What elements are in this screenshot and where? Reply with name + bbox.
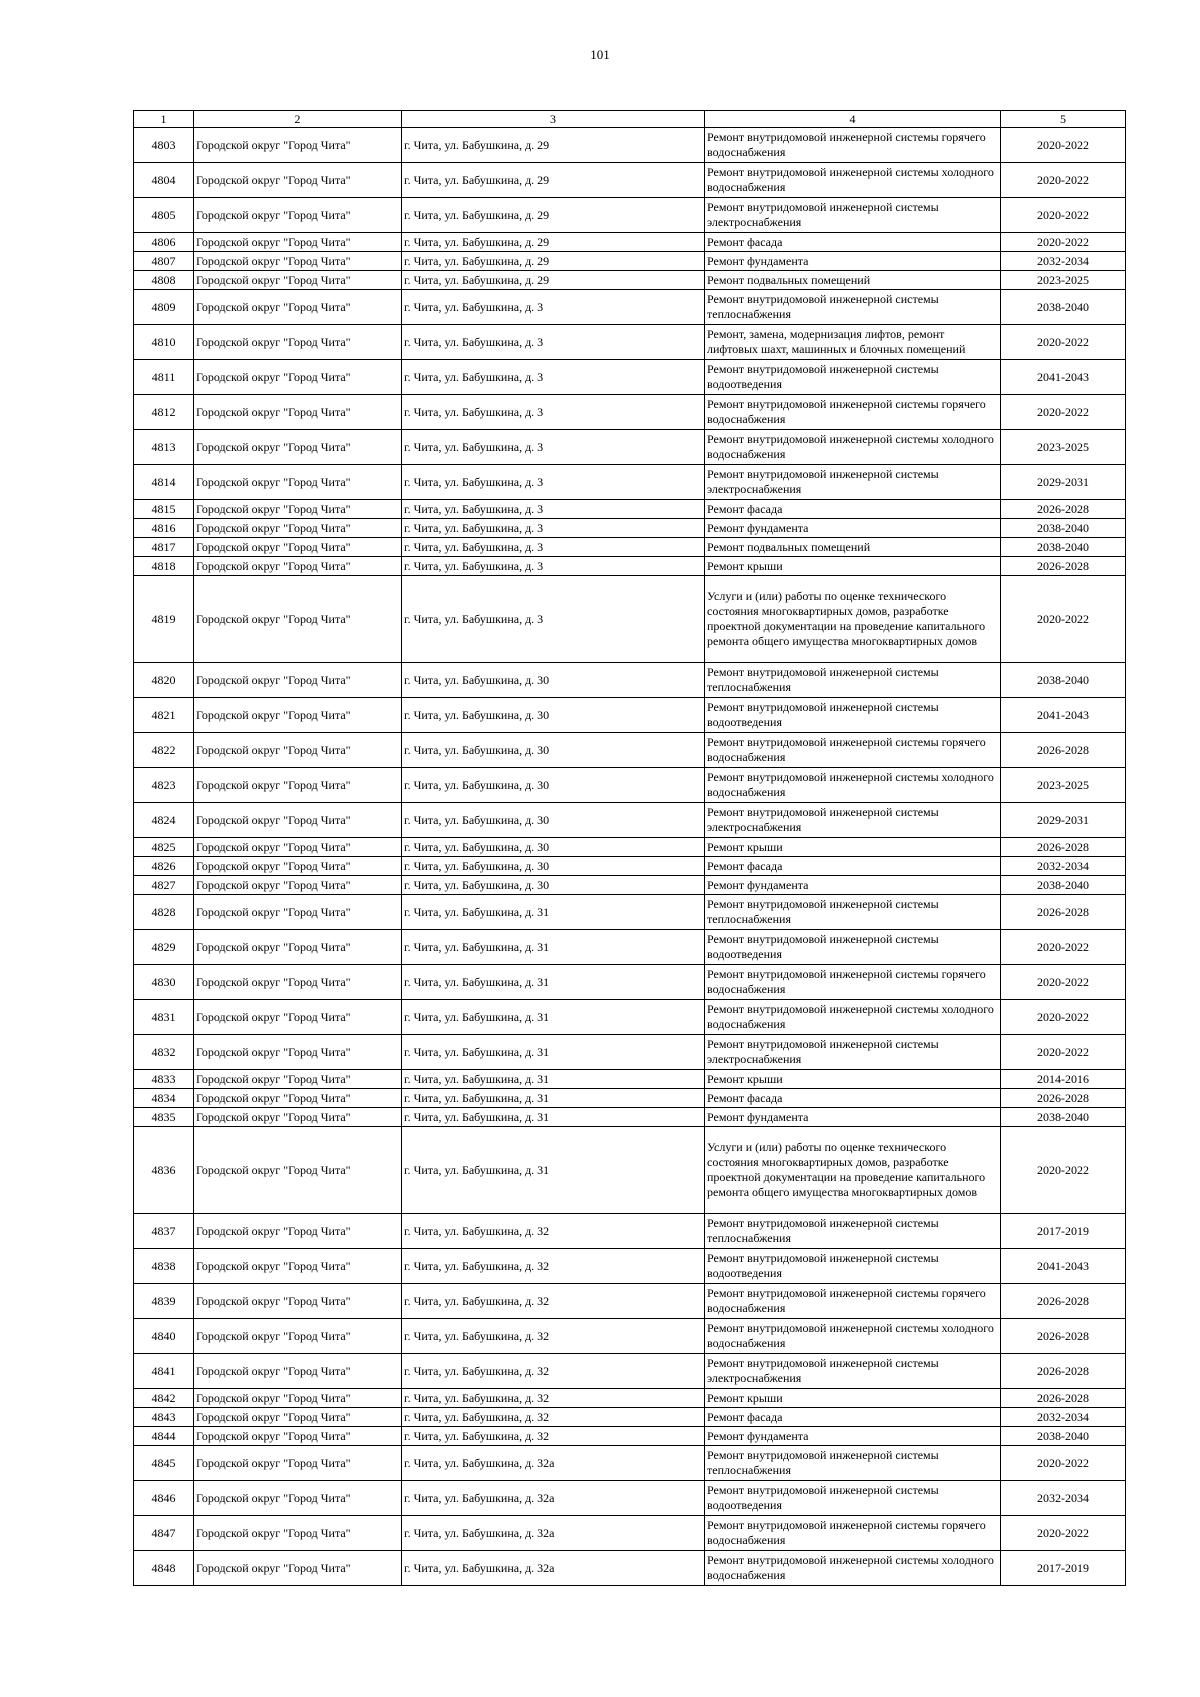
work-type-cell: Ремонт фундамента bbox=[705, 876, 1001, 895]
work-type-cell: Ремонт фасада bbox=[705, 857, 1001, 876]
address-cell: г. Чита, ул. Бабушкина, д. 32 bbox=[402, 1427, 705, 1446]
municipality-cell: Городской округ "Город Чита" bbox=[194, 252, 402, 271]
work-type-cell: Ремонт внутридомовой инженерной системы электроснабжения bbox=[705, 1035, 1001, 1070]
period-cell: 2020-2022 bbox=[1001, 163, 1126, 198]
table-body bbox=[134, 128, 1126, 1586]
period-cell: 2041-2043 bbox=[1001, 698, 1126, 733]
address-cell: г. Чита, ул. Бабушкина, д. 32 bbox=[402, 1214, 705, 1249]
period-cell: 2026-2028 bbox=[1001, 1089, 1126, 1108]
municipality-cell: Городской округ "Город Чита" bbox=[194, 430, 402, 465]
row-number-cell: 4847 bbox=[134, 1516, 194, 1551]
municipality-cell: Городской округ "Город Чита" bbox=[194, 768, 402, 803]
address-cell: г. Чита, ул. Бабушкина, д. 30 bbox=[402, 663, 705, 698]
municipality-cell: Городской округ "Город Чита" bbox=[194, 519, 402, 538]
period-cell: 2032-2034 bbox=[1001, 252, 1126, 271]
period-cell: 2026-2028 bbox=[1001, 1319, 1126, 1354]
municipality-cell: Городской округ "Город Чита" bbox=[194, 1354, 402, 1389]
work-type-cell: Ремонт внутридомовой инженерной системы водоотведения bbox=[705, 698, 1001, 733]
work-type-cell: Ремонт внутридомовой инженерной системы электроснабжения bbox=[705, 1354, 1001, 1389]
work-type-cell: Ремонт внутридомовой инженерной системы холодного водоснабжения bbox=[705, 430, 1001, 465]
row-number-cell: 4816 bbox=[134, 519, 194, 538]
row-number-cell: 4819 bbox=[134, 576, 194, 663]
row-number-cell: 4822 bbox=[134, 733, 194, 768]
row-number-cell: 4820 bbox=[134, 663, 194, 698]
address-cell: г. Чита, ул. Бабушкина, д. 3 bbox=[402, 395, 705, 430]
address-cell: г. Чита, ул. Бабушкина, д. 32 bbox=[402, 1319, 705, 1354]
row-number-cell: 4803 bbox=[134, 128, 194, 163]
period-cell: 2026-2028 bbox=[1001, 895, 1126, 930]
period-cell: 2020-2022 bbox=[1001, 233, 1126, 252]
municipality-cell: Городской округ "Город Чита" bbox=[194, 857, 402, 876]
table-row bbox=[134, 557, 1126, 576]
table-row bbox=[134, 1354, 1126, 1389]
municipality-cell: Городской округ "Город Чита" bbox=[194, 1127, 402, 1214]
work-type-cell: Ремонт фундамента bbox=[705, 1108, 1001, 1127]
row-number-cell: 4813 bbox=[134, 430, 194, 465]
municipality-cell: Городской округ "Город Чита" bbox=[194, 557, 402, 576]
municipality-cell: Городской округ "Город Чита" bbox=[194, 663, 402, 698]
address-cell: г. Чита, ул. Бабушкина, д. 3 bbox=[402, 557, 705, 576]
municipality-cell: Городской округ "Город Чита" bbox=[194, 538, 402, 557]
period-cell: 2032-2034 bbox=[1001, 1481, 1126, 1516]
row-number-cell: 4838 bbox=[134, 1249, 194, 1284]
row-number-cell: 4839 bbox=[134, 1284, 194, 1319]
row-number-cell: 4806 bbox=[134, 233, 194, 252]
table-row bbox=[134, 538, 1126, 557]
municipality-cell: Городской округ "Город Чита" bbox=[194, 965, 402, 1000]
work-type-cell: Ремонт фундамента bbox=[705, 252, 1001, 271]
row-number-cell: 4835 bbox=[134, 1108, 194, 1127]
municipality-cell: Городской округ "Город Чита" bbox=[194, 803, 402, 838]
municipality-cell: Городской округ "Город Чита" bbox=[194, 1108, 402, 1127]
work-type-cell: Ремонт внутридомовой инженерной системы водоотведения bbox=[705, 360, 1001, 395]
table-row bbox=[134, 1516, 1126, 1551]
column-header-municipality: 2 bbox=[194, 111, 402, 128]
address-cell: г. Чита, ул. Бабушкина, д. 3 bbox=[402, 576, 705, 663]
address-cell: г. Чита, ул. Бабушкина, д. 31 bbox=[402, 1070, 705, 1089]
period-cell: 2032-2034 bbox=[1001, 1408, 1126, 1427]
table-row bbox=[134, 290, 1126, 325]
work-type-cell: Ремонт внутридомовой инженерной системы холодного водоснабжения bbox=[705, 1551, 1001, 1586]
row-number-cell: 4808 bbox=[134, 271, 194, 290]
address-cell: г. Чита, ул. Бабушкина, д. 31 bbox=[402, 1127, 705, 1214]
address-cell: г. Чита, ул. Бабушкина, д. 32 bbox=[402, 1354, 705, 1389]
municipality-cell: Городской округ "Город Чита" bbox=[194, 465, 402, 500]
address-cell: г. Чита, ул. Бабушкина, д. 29 bbox=[402, 128, 705, 163]
municipality-cell: Городской округ "Город Чита" bbox=[194, 325, 402, 360]
work-type-cell: Ремонт внутридомовой инженерной системы электроснабжения bbox=[705, 803, 1001, 838]
period-cell: 2020-2022 bbox=[1001, 1446, 1126, 1481]
municipality-cell: Городской округ "Город Чита" bbox=[194, 163, 402, 198]
work-type-cell: Ремонт внутридомовой инженерной системы холодного водоснабжения bbox=[705, 163, 1001, 198]
work-type-cell: Ремонт внутридомовой инженерной системы электроснабжения bbox=[705, 198, 1001, 233]
row-number-cell: 4814 bbox=[134, 465, 194, 500]
table-row bbox=[134, 1089, 1126, 1108]
table-row bbox=[134, 325, 1126, 360]
address-cell: г. Чита, ул. Бабушкина, д. 3 bbox=[402, 465, 705, 500]
municipality-cell: Городской округ "Город Чита" bbox=[194, 838, 402, 857]
work-type-cell: Ремонт внутридомовой инженерной системы холодного водоснабжения bbox=[705, 768, 1001, 803]
address-cell: г. Чита, ул. Бабушкина, д. 3 bbox=[402, 360, 705, 395]
municipality-cell: Городской округ "Город Чита" bbox=[194, 1481, 402, 1516]
row-number-cell: 4834 bbox=[134, 1089, 194, 1108]
work-type-cell: Ремонт внутридомовой инженерной системы водоотведения bbox=[705, 930, 1001, 965]
column-header-work: 4 bbox=[705, 111, 1001, 128]
period-cell: 2020-2022 bbox=[1001, 198, 1126, 233]
row-number-cell: 4812 bbox=[134, 395, 194, 430]
work-type-cell: Ремонт внутридомовой инженерной системы теплоснабжения bbox=[705, 1214, 1001, 1249]
municipality-cell: Городской округ "Город Чита" bbox=[194, 698, 402, 733]
row-number-cell: 4830 bbox=[134, 965, 194, 1000]
address-cell: г. Чита, ул. Бабушкина, д. 3 bbox=[402, 290, 705, 325]
row-number-cell: 4844 bbox=[134, 1427, 194, 1446]
address-cell: г. Чита, ул. Бабушкина, д. 3 bbox=[402, 500, 705, 519]
work-type-cell: Ремонт фасада bbox=[705, 233, 1001, 252]
period-cell: 2038-2040 bbox=[1001, 1108, 1126, 1127]
work-type-cell: Ремонт внутридомовой инженерной системы холодного водоснабжения bbox=[705, 1319, 1001, 1354]
period-cell: 2017-2019 bbox=[1001, 1214, 1126, 1249]
address-cell: г. Чита, ул. Бабушкина, д. 32а bbox=[402, 1516, 705, 1551]
table-row bbox=[134, 430, 1126, 465]
address-cell: г. Чита, ул. Бабушкина, д. 3 bbox=[402, 538, 705, 557]
work-type-cell: Услуги и (или) работы по оценке технического состояния многоквартирных домов, разработке проектной документации на проведение капитального ремонта общего имущества многоквартирных домов bbox=[705, 1127, 1001, 1214]
period-cell: 2020-2022 bbox=[1001, 1516, 1126, 1551]
table-row bbox=[134, 233, 1126, 252]
table-row bbox=[134, 519, 1126, 538]
table-row bbox=[134, 1481, 1126, 1516]
period-cell: 2020-2022 bbox=[1001, 576, 1126, 663]
work-type-cell: Ремонт фасада bbox=[705, 1408, 1001, 1427]
period-cell: 2026-2028 bbox=[1001, 500, 1126, 519]
municipality-cell: Городской округ "Город Чита" bbox=[194, 876, 402, 895]
table-row bbox=[134, 768, 1126, 803]
row-number-cell: 4815 bbox=[134, 500, 194, 519]
period-cell: 2020-2022 bbox=[1001, 128, 1126, 163]
period-cell: 2020-2022 bbox=[1001, 965, 1126, 1000]
period-cell: 2023-2025 bbox=[1001, 430, 1126, 465]
column-header-number: 1 bbox=[134, 111, 194, 128]
row-number-cell: 4823 bbox=[134, 768, 194, 803]
row-number-cell: 4829 bbox=[134, 930, 194, 965]
address-cell: г. Чита, ул. Бабушкина, д. 32а bbox=[402, 1481, 705, 1516]
row-number-cell: 4848 bbox=[134, 1551, 194, 1586]
table-row bbox=[134, 1551, 1126, 1586]
period-cell: 2038-2040 bbox=[1001, 876, 1126, 895]
period-cell: 2023-2025 bbox=[1001, 768, 1126, 803]
row-number-cell: 4846 bbox=[134, 1481, 194, 1516]
period-cell: 2029-2031 bbox=[1001, 803, 1126, 838]
municipality-cell: Городской округ "Город Чита" bbox=[194, 1427, 402, 1446]
municipality-cell: Городской округ "Город Чита" bbox=[194, 1089, 402, 1108]
table-row bbox=[134, 1427, 1126, 1446]
address-cell: г. Чита, ул. Бабушкина, д. 29 bbox=[402, 233, 705, 252]
address-cell: г. Чита, ул. Бабушкина, д. 31 bbox=[402, 1000, 705, 1035]
municipality-cell: Городской округ "Город Чита" bbox=[194, 1035, 402, 1070]
address-cell: г. Чита, ул. Бабушкина, д. 29 bbox=[402, 163, 705, 198]
period-cell: 2038-2040 bbox=[1001, 663, 1126, 698]
table-row bbox=[134, 1319, 1126, 1354]
work-type-cell: Ремонт внутридомовой инженерной системы теплоснабжения bbox=[705, 1446, 1001, 1481]
municipality-cell: Городской округ "Город Чита" bbox=[194, 1284, 402, 1319]
municipality-cell: Городской округ "Город Чита" bbox=[194, 271, 402, 290]
period-cell: 2038-2040 bbox=[1001, 538, 1126, 557]
period-cell: 2020-2022 bbox=[1001, 930, 1126, 965]
municipality-cell: Городской округ "Город Чита" bbox=[194, 576, 402, 663]
municipality-cell: Городской округ "Город Чита" bbox=[194, 360, 402, 395]
work-type-cell: Услуги и (или) работы по оценке технического состояния многоквартирных домов, разработке проектной документации на проведение капитального ремонта общего имущества многоквартирных домов bbox=[705, 576, 1001, 663]
table-row bbox=[134, 576, 1126, 663]
page-number: 101 bbox=[590, 47, 610, 62]
address-cell: г. Чита, ул. Бабушкина, д. 32 bbox=[402, 1389, 705, 1408]
row-number-cell: 4821 bbox=[134, 698, 194, 733]
period-cell: 2026-2028 bbox=[1001, 1389, 1126, 1408]
table-row bbox=[134, 803, 1126, 838]
work-type-cell: Ремонт внутридомовой инженерной системы электроснабжения bbox=[705, 465, 1001, 500]
period-cell: 2038-2040 bbox=[1001, 1427, 1126, 1446]
period-cell: 2041-2043 bbox=[1001, 360, 1126, 395]
row-number-cell: 4845 bbox=[134, 1446, 194, 1481]
period-cell: 2041-2043 bbox=[1001, 1249, 1126, 1284]
period-cell: 2026-2028 bbox=[1001, 838, 1126, 857]
row-number-cell: 4818 bbox=[134, 557, 194, 576]
address-cell: г. Чита, ул. Бабушкина, д. 30 bbox=[402, 733, 705, 768]
municipality-cell: Городской округ "Город Чита" bbox=[194, 1249, 402, 1284]
municipality-cell: Городской округ "Город Чита" bbox=[194, 1408, 402, 1427]
work-type-cell: Ремонт, замена, модернизация лифтов, ремонт лифтовых шахт, машинных и блочных помещений bbox=[705, 325, 1001, 360]
period-cell: 2017-2019 bbox=[1001, 1551, 1126, 1586]
table-row bbox=[134, 1070, 1126, 1089]
address-cell: г. Чита, ул. Бабушкина, д. 32а bbox=[402, 1446, 705, 1481]
table-row bbox=[134, 1284, 1126, 1319]
period-cell: 2029-2031 bbox=[1001, 465, 1126, 500]
row-number-cell: 4811 bbox=[134, 360, 194, 395]
municipality-cell: Городской округ "Город Чита" bbox=[194, 733, 402, 768]
work-type-cell: Ремонт внутридомовой инженерной системы теплоснабжения bbox=[705, 290, 1001, 325]
row-number-cell: 4809 bbox=[134, 290, 194, 325]
period-cell: 2020-2022 bbox=[1001, 395, 1126, 430]
work-type-cell: Ремонт внутридомовой инженерной системы горячего водоснабжения bbox=[705, 965, 1001, 1000]
work-type-cell: Ремонт подвальных помещений bbox=[705, 538, 1001, 557]
address-cell: г. Чита, ул. Бабушкина, д. 29 bbox=[402, 271, 705, 290]
address-cell: г. Чита, ул. Бабушкина, д. 32 bbox=[402, 1249, 705, 1284]
column-header-period: 5 bbox=[1001, 111, 1126, 128]
row-number-cell: 4833 bbox=[134, 1070, 194, 1089]
work-type-cell: Ремонт внутридомовой инженерной системы теплоснабжения bbox=[705, 663, 1001, 698]
work-type-cell: Ремонт фундамента bbox=[705, 1427, 1001, 1446]
work-type-cell: Ремонт внутридомовой инженерной системы теплоснабжения bbox=[705, 895, 1001, 930]
address-cell: г. Чита, ул. Бабушкина, д. 31 bbox=[402, 1089, 705, 1108]
table-row bbox=[134, 198, 1126, 233]
row-number-cell: 4842 bbox=[134, 1389, 194, 1408]
address-cell: г. Чита, ул. Бабушкина, д. 32 bbox=[402, 1408, 705, 1427]
address-cell: г. Чита, ул. Бабушкина, д. 31 bbox=[402, 1035, 705, 1070]
address-cell: г. Чита, ул. Бабушкина, д. 3 bbox=[402, 325, 705, 360]
municipality-cell: Городской округ "Город Чита" bbox=[194, 290, 402, 325]
table-row bbox=[134, 1108, 1126, 1127]
period-cell: 2023-2025 bbox=[1001, 271, 1126, 290]
row-number-cell: 4827 bbox=[134, 876, 194, 895]
municipality-cell: Городской округ "Город Чита" bbox=[194, 1389, 402, 1408]
work-type-cell: Ремонт крыши bbox=[705, 557, 1001, 576]
table-row bbox=[134, 930, 1126, 965]
table-row bbox=[134, 1249, 1126, 1284]
table-row bbox=[134, 663, 1126, 698]
column-header-address: 3 bbox=[402, 111, 705, 128]
work-type-cell: Ремонт крыши bbox=[705, 1070, 1001, 1089]
municipality-cell: Городской округ "Город Чита" bbox=[194, 1446, 402, 1481]
table-row bbox=[134, 1408, 1126, 1427]
work-type-cell: Ремонт внутридомовой инженерной системы горячего водоснабжения bbox=[705, 128, 1001, 163]
work-type-cell: Ремонт внутридомовой инженерной системы горячего водоснабжения bbox=[705, 733, 1001, 768]
period-cell: 2020-2022 bbox=[1001, 1127, 1126, 1214]
address-cell: г. Чита, ул. Бабушкина, д. 29 bbox=[402, 252, 705, 271]
table-row bbox=[134, 163, 1126, 198]
row-number-cell: 4807 bbox=[134, 252, 194, 271]
table-row bbox=[134, 895, 1126, 930]
row-number-cell: 4826 bbox=[134, 857, 194, 876]
table-header-row bbox=[134, 111, 1126, 128]
municipality-cell: Городской округ "Город Чита" bbox=[194, 1551, 402, 1586]
table-row bbox=[134, 395, 1126, 430]
work-type-cell: Ремонт внутридомовой инженерной системы водоотведения bbox=[705, 1249, 1001, 1284]
work-type-cell: Ремонт внутридомовой инженерной системы холодного водоснабжения bbox=[705, 1000, 1001, 1035]
repair-schedule-table bbox=[133, 110, 1126, 1586]
period-cell: 2032-2034 bbox=[1001, 857, 1126, 876]
municipality-cell: Городской округ "Город Чита" bbox=[194, 395, 402, 430]
address-cell: г. Чита, ул. Бабушкина, д. 32 bbox=[402, 1284, 705, 1319]
table-row bbox=[134, 1389, 1126, 1408]
work-type-cell: Ремонт крыши bbox=[705, 1389, 1001, 1408]
municipality-cell: Городской округ "Город Чита" bbox=[194, 930, 402, 965]
work-type-cell: Ремонт внутридомовой инженерной системы горячего водоснабжения bbox=[705, 1516, 1001, 1551]
table-row bbox=[134, 1000, 1126, 1035]
work-type-cell: Ремонт крыши bbox=[705, 838, 1001, 857]
address-cell: г. Чита, ул. Бабушкина, д. 30 bbox=[402, 768, 705, 803]
address-cell: г. Чита, ул. Бабушкина, д. 30 bbox=[402, 838, 705, 857]
work-type-cell: Ремонт фасада bbox=[705, 1089, 1001, 1108]
table-row bbox=[134, 1127, 1126, 1214]
period-cell: 2020-2022 bbox=[1001, 1000, 1126, 1035]
table-row bbox=[134, 500, 1126, 519]
table-row bbox=[134, 1446, 1126, 1481]
row-number-cell: 4804 bbox=[134, 163, 194, 198]
address-cell: г. Чита, ул. Бабушкина, д. 29 bbox=[402, 198, 705, 233]
row-number-cell: 4825 bbox=[134, 838, 194, 857]
work-type-cell: Ремонт фасада bbox=[705, 500, 1001, 519]
work-type-cell: Ремонт подвальных помещений bbox=[705, 271, 1001, 290]
municipality-cell: Городской округ "Город Чита" bbox=[194, 233, 402, 252]
row-number-cell: 4841 bbox=[134, 1354, 194, 1389]
period-cell: 2038-2040 bbox=[1001, 519, 1126, 538]
address-cell: г. Чита, ул. Бабушкина, д. 30 bbox=[402, 876, 705, 895]
table-row bbox=[134, 360, 1126, 395]
table-row bbox=[134, 252, 1126, 271]
row-number-cell: 4832 bbox=[134, 1035, 194, 1070]
table-row bbox=[134, 733, 1126, 768]
municipality-cell: Городской округ "Город Чита" bbox=[194, 1214, 402, 1249]
period-cell: 2038-2040 bbox=[1001, 290, 1126, 325]
address-cell: г. Чита, ул. Бабушкина, д. 31 bbox=[402, 1108, 705, 1127]
table-row bbox=[134, 1214, 1126, 1249]
work-type-cell: Ремонт внутридомовой инженерной системы горячего водоснабжения bbox=[705, 395, 1001, 430]
address-cell: г. Чита, ул. Бабушкина, д. 31 bbox=[402, 965, 705, 1000]
row-number-cell: 4810 bbox=[134, 325, 194, 360]
row-number-cell: 4840 bbox=[134, 1319, 194, 1354]
row-number-cell: 4824 bbox=[134, 803, 194, 838]
address-cell: г. Чита, ул. Бабушкина, д. 31 bbox=[402, 895, 705, 930]
work-type-cell: Ремонт внутридомовой инженерной системы горячего водоснабжения bbox=[705, 1284, 1001, 1319]
period-cell: 2026-2028 bbox=[1001, 733, 1126, 768]
table-row bbox=[134, 271, 1126, 290]
table-row bbox=[134, 965, 1126, 1000]
table-row bbox=[134, 1035, 1126, 1070]
table-row bbox=[134, 698, 1126, 733]
municipality-cell: Городской округ "Город Чита" bbox=[194, 500, 402, 519]
address-cell: г. Чита, ул. Бабушкина, д. 3 bbox=[402, 430, 705, 465]
period-cell: 2026-2028 bbox=[1001, 1354, 1126, 1389]
row-number-cell: 4836 bbox=[134, 1127, 194, 1214]
row-number-cell: 4817 bbox=[134, 538, 194, 557]
address-cell: г. Чита, ул. Бабушкина, д. 32а bbox=[402, 1551, 705, 1586]
municipality-cell: Городской округ "Город Чита" bbox=[194, 1000, 402, 1035]
address-cell: г. Чита, ул. Бабушкина, д. 3 bbox=[402, 519, 705, 538]
table-row bbox=[134, 876, 1126, 895]
municipality-cell: Городской округ "Город Чита" bbox=[194, 1516, 402, 1551]
row-number-cell: 4828 bbox=[134, 895, 194, 930]
period-cell: 2026-2028 bbox=[1001, 557, 1126, 576]
table-row bbox=[134, 128, 1126, 163]
period-cell: 2026-2028 bbox=[1001, 1284, 1126, 1319]
municipality-cell: Городской округ "Город Чита" bbox=[194, 198, 402, 233]
address-cell: г. Чита, ул. Бабушкина, д. 30 bbox=[402, 857, 705, 876]
table-row bbox=[134, 465, 1126, 500]
table-row bbox=[134, 838, 1126, 857]
work-type-cell: Ремонт фундамента bbox=[705, 519, 1001, 538]
work-type-cell: Ремонт внутридомовой инженерной системы водоотведения bbox=[705, 1481, 1001, 1516]
address-cell: г. Чита, ул. Бабушкина, д. 30 bbox=[402, 803, 705, 838]
municipality-cell: Городской округ "Город Чита" bbox=[194, 895, 402, 930]
municipality-cell: Городской округ "Город Чита" bbox=[194, 1319, 402, 1354]
row-number-cell: 4843 bbox=[134, 1408, 194, 1427]
table-row bbox=[134, 857, 1126, 876]
period-cell: 2020-2022 bbox=[1001, 1035, 1126, 1070]
municipality-cell: Городской округ "Город Чита" bbox=[194, 128, 402, 163]
period-cell: 2020-2022 bbox=[1001, 325, 1126, 360]
row-number-cell: 4831 bbox=[134, 1000, 194, 1035]
row-number-cell: 4837 bbox=[134, 1214, 194, 1249]
period-cell: 2014-2016 bbox=[1001, 1070, 1126, 1089]
address-cell: г. Чита, ул. Бабушкина, д. 31 bbox=[402, 930, 705, 965]
row-number-cell: 4805 bbox=[134, 198, 194, 233]
address-cell: г. Чита, ул. Бабушкина, д. 30 bbox=[402, 698, 705, 733]
municipality-cell: Городской округ "Город Чита" bbox=[194, 1070, 402, 1089]
